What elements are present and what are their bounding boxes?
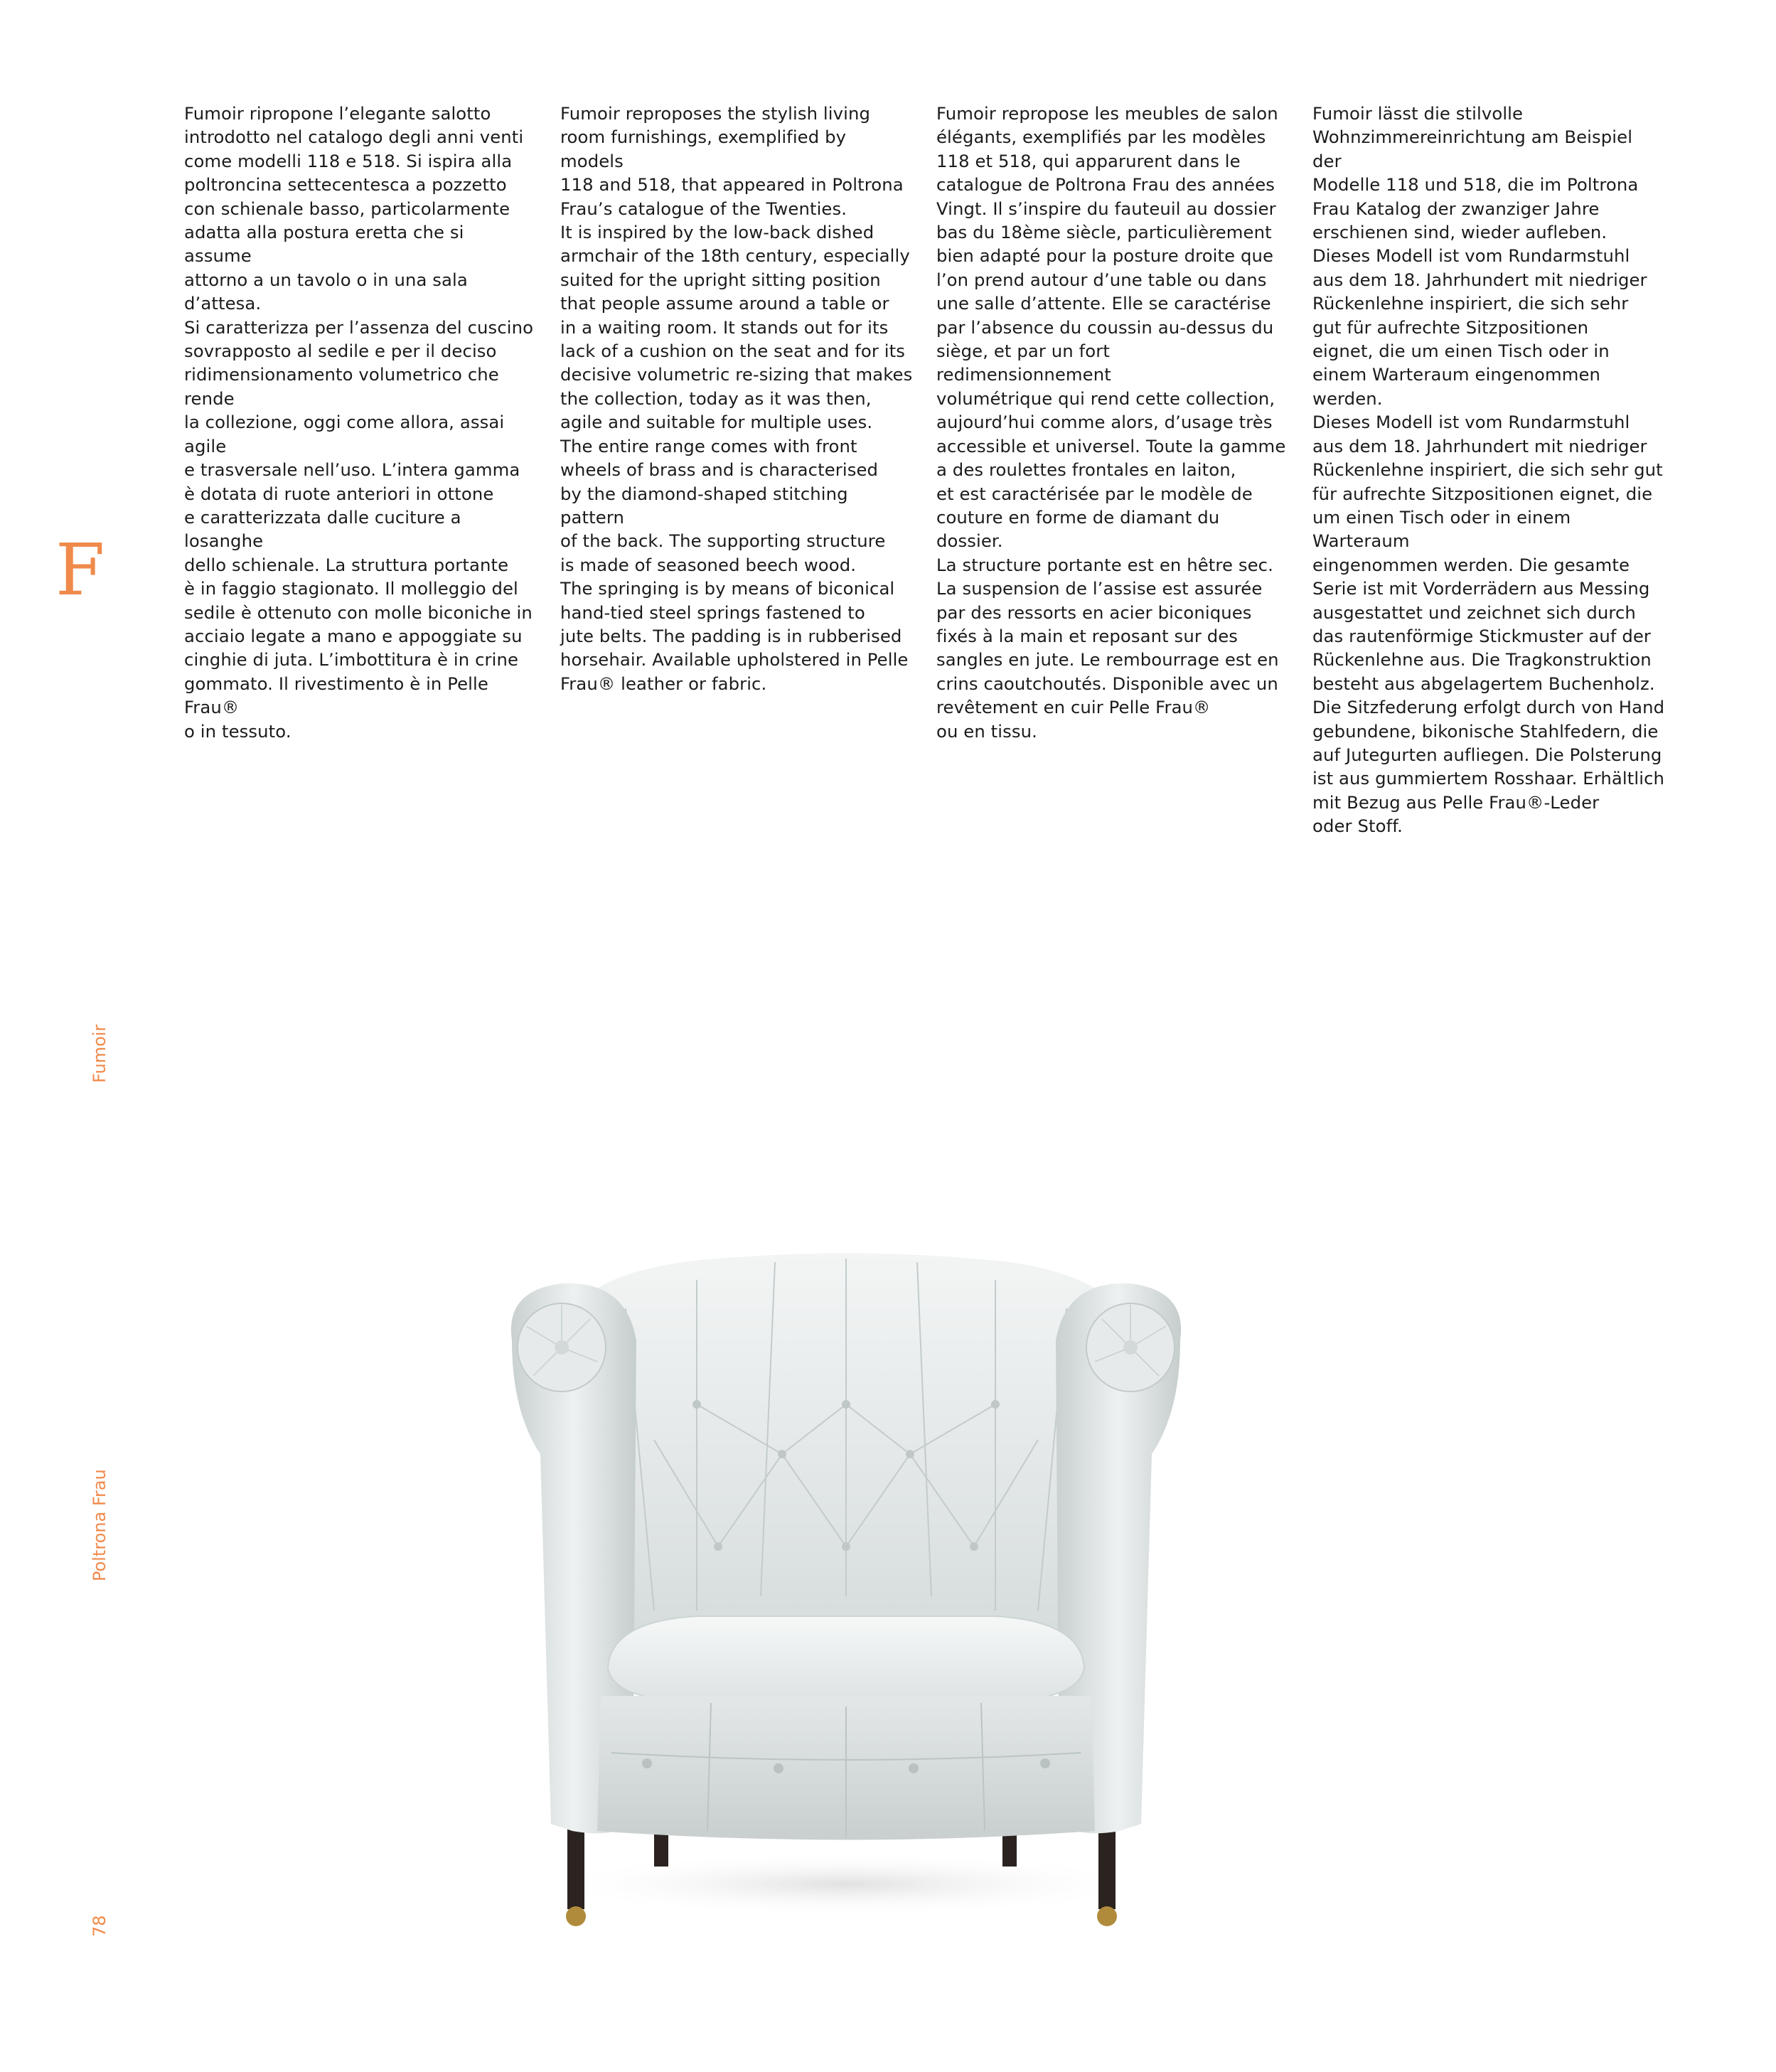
wheel-left-icon: [566, 1906, 586, 1926]
seat-cushion: [608, 1616, 1084, 1703]
page-number: 78: [90, 1915, 109, 1937]
leg-front-left: [567, 1824, 584, 1909]
text-column-english: Fumoir reproposes the stylish living room furnishings, exemplified by models 118 and 518, that appeared in Poltrona Frau’s catalogue of the Twenties. It is inspired by the low-back dished armchair of the 18th century, especially suited for the upright sitting position that people assume around a table or in a waiting room. It stands out for its lack of a cushion on the seat and for its decisive volumetric re-sizing that makes the collection, today as it was then, agile and suitable for multiple uses. The entire range comes with front wheels of brass and is characterised by the diamond-shaped stitching pattern of the back. The supporting structure is made of seasoned beech wood. The springing is by means of biconical hand-tied steel springs fastened to jute belts. The padding is in rubberised horsehair. Available upholstered in Pelle Frau® leather or fabric.: [560, 103, 913, 694]
text-column-french: Fumoir repropose les meubles de salon élégants, exemplifiés par les modèles 118 et 518, qui apparurent dans le catalogue de Poltrona Frau des années Vingt. Il s’inspire du fauteuil au dossier bas du 18ème siècle, particulièrement bien adapté pour la posture droite que l’on prend autour d’une table ou dans une salle d’attente. Elle se caractérise par l’absence du coussin au-dessus du siège, et par un fort redimensionnement volumétrique qui rend cette collection, aujourd’hui comme alors, d’usage très accessible et universel. Toute la gamme a des roulettes frontales en laiton, et est caractérisée par le modèle de couture en forme de diamant du dossier. La structure portante est en hêtre sec. La suspension de l’assise est assurée par des ressorts en acier biconiques fixés à la main et reposant sur des sangles en jute. Le rembourrage est en crins caoutchoutés. Disponible avec un revêtement en cuir Pelle Frau® ou en tissu.: [936, 103, 1286, 742]
wheel-right-icon: [1097, 1906, 1117, 1926]
floor-shadow: [540, 1852, 1152, 1916]
section-initial: F: [55, 528, 105, 612]
text-column-italian: Fumoir ripropone l’elegante salotto introdotto nel catalogo degli anni venti come modelli 118 e 518. Si ispira alla poltroncina settecentesca a pozzetto con schienale basso, particolarmente adatta alla postura eretta che si assume attorno a un tavolo o in una sala d’attesa. Si caratterizza per l’assenza del cuscino sovrapposto al sedile e per il deciso ridimensionamento volumetrico che rende la collezione, oggi come allora, assai agile e trasversale nell’uso. L’intera gamma è dotata di ruote anteriori in ottone e caratterizzata dalle cuciture a losanghe dello schienale. La struttura portante è in faggio stagionato. Il molleggio del sedile è ottenuto con molle biconiche in acciaio legate a mano e appoggiate su cinghie di juta. L’imbottitura è in crine gommato. Il rivestimento è in Pelle Frau® o in tessuto.: [184, 103, 534, 742]
text-column-german: Fumoir lässt die stilvolle Wohnzimmereinrichtung am Beispiel der Modelle 118 und 518, die im Poltrona Frau Katalog der zwanziger Jahre erschienen sind, wieder aufleben. Dieses Modell ist vom Rundarmstuhl aus dem 18. Jahrhundert mit niedriger Rückenlehne inspiriert, die sich sehr gut für aufrechte Sitzpositionen eignet, die um einen Tisch oder in einem Warteraum eingenommen werden. Dieses Modell ist vom Rundarmstuhl aus dem 18. Jahrhundert mit niedriger Rückenlehne inspiriert, die sich sehr gut für aufrechte Sitzpositionen eignet, die um einen Tisch oder in einem Warteraum eingenommen werden. Die gesamte Serie ist mit Vorderrädern aus Messing ausgestattet und zeichnet sich durch das rautenförmige Stickmuster auf der Rückenlehne aus. Die Tragkonstruktion besteht aus abgelagertem Buchenholz. Die Sitzfederung erfolgt durch von Hand gebundene, bikonische Stahlfedern, die auf Jutegurten aufliegen. Die Polsterung ist aus gummiertem Rosshaar. Erhältlich mit Bezug aus Pelle Frau®-Leder oder Stoff.: [1312, 103, 1665, 837]
brand-label: Poltrona Frau: [90, 1469, 109, 1581]
armchair-photo: [483, 1241, 1209, 1952]
leg-front-right: [1098, 1824, 1116, 1909]
section-label: Fumoir: [90, 1024, 109, 1083]
